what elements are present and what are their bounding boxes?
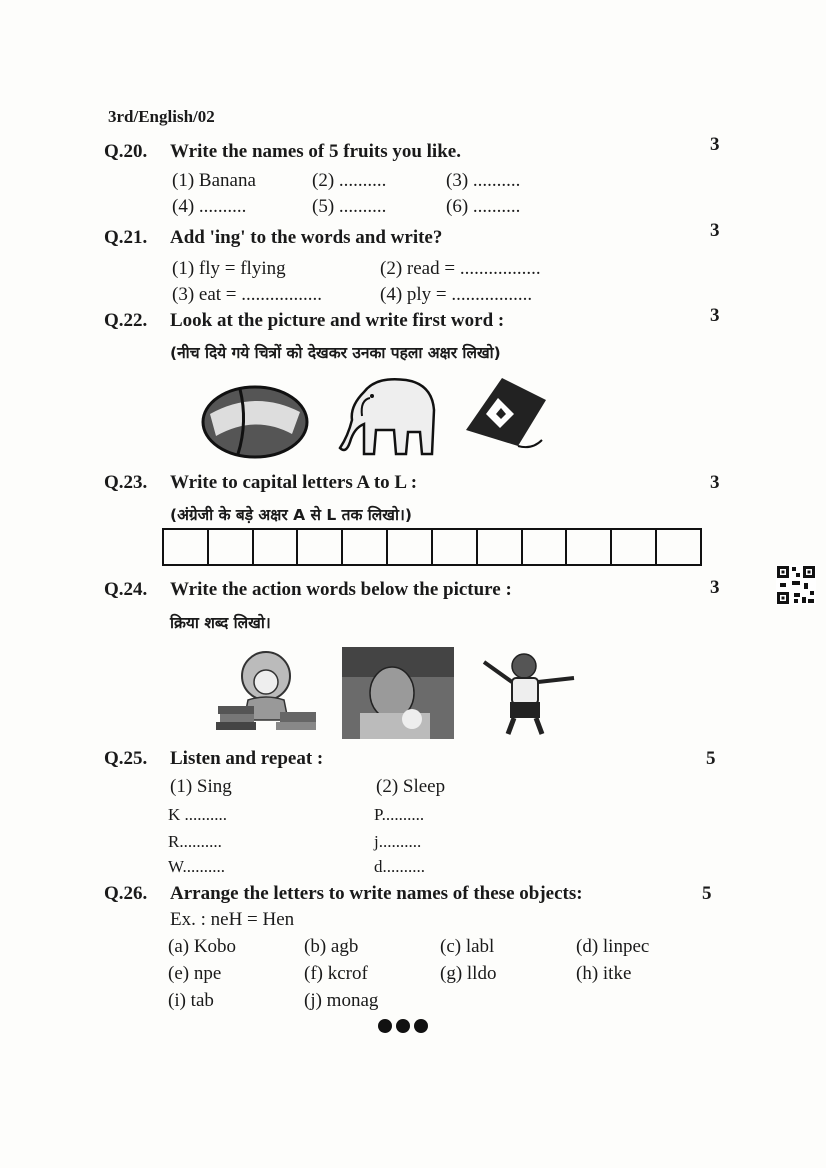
- ball-icon: [200, 384, 310, 460]
- dot-icon: [396, 1019, 410, 1033]
- question-text: Write to capital letters A to L :: [170, 472, 418, 493]
- kite-icon: [462, 376, 550, 458]
- q25-right-4: d..........: [374, 857, 425, 876]
- q20-item-4: (4) ..........: [172, 196, 247, 217]
- q26-item-f: (f) kcrof: [304, 963, 368, 984]
- question-26: [104, 883, 583, 905]
- qr-code-icon: [776, 565, 816, 605]
- q21-item-2: (2) read = .................: [380, 258, 541, 279]
- question-21: [104, 227, 442, 249]
- paper-code: 3rd/English/02: [108, 107, 215, 126]
- answer-box[interactable]: [388, 530, 433, 564]
- q26-example: Ex. : neH = Hen: [170, 909, 295, 930]
- q26-item-b: (b) agb: [304, 936, 359, 957]
- q20-item-3: (3) ..........: [446, 170, 521, 191]
- marks-q20: 3: [710, 134, 720, 155]
- marks-q26: 5: [702, 883, 712, 904]
- q26-item-c: (c) labl: [440, 936, 495, 957]
- question-22: [104, 310, 504, 332]
- q25-left-1: (1) Sing: [170, 776, 232, 797]
- q25-left-3: R..........: [168, 832, 222, 851]
- eating-child-icon: [342, 647, 454, 739]
- q21-item-1: (1) fly = flying: [172, 258, 286, 279]
- q25-right-1: (2) Sleep: [376, 776, 446, 797]
- question-20: [104, 141, 461, 163]
- marks-q25: 5: [706, 748, 716, 769]
- q26-item-h: (h) itke: [576, 963, 632, 984]
- q23-hindi: (अंग्रेजी के बड़े अक्षर A से L तक लिखो।): [170, 506, 412, 524]
- question-number: Q.24.: [104, 579, 148, 600]
- answer-box[interactable]: [164, 530, 209, 564]
- question-text: Look at the picture and write first word :: [170, 310, 505, 331]
- question-text: Write the action words below the picture :: [170, 579, 512, 600]
- answer-box[interactable]: [612, 530, 657, 564]
- question-number: Q.22.: [104, 310, 148, 331]
- q26-item-g: (g) lldo: [440, 963, 497, 984]
- q22-hindi: (नीच दिये गये चित्रों को देखकर उनका पहला अक्षर लिखो): [170, 344, 501, 362]
- answer-box[interactable]: [567, 530, 612, 564]
- answer-box[interactable]: [298, 530, 343, 564]
- question-23: [104, 472, 417, 494]
- question-24: [104, 579, 512, 601]
- q20-item-1: (1) Banana: [172, 170, 256, 191]
- dot-icon: [378, 1019, 392, 1033]
- reading-child-icon: [214, 648, 320, 738]
- elephant-icon: [336, 370, 440, 460]
- answer-box[interactable]: [478, 530, 523, 564]
- question-text: Write the names of 5 fruits you like.: [170, 141, 461, 162]
- q25-left-4: W..........: [168, 857, 225, 876]
- answer-box[interactable]: [254, 530, 299, 564]
- q25-right-3: j..........: [374, 832, 422, 851]
- answer-box[interactable]: [343, 530, 388, 564]
- q25-left-2: K ..........: [168, 805, 228, 824]
- q26-item-i: (i) tab: [168, 990, 214, 1011]
- question-number: Q.23.: [104, 472, 148, 493]
- question-text: Listen and repeat :: [170, 748, 324, 769]
- answer-box[interactable]: [433, 530, 478, 564]
- q24-hindi: क्रिया शब्द लिखो।: [170, 614, 271, 632]
- dancing-child-icon: [478, 652, 578, 736]
- question-number: Q.20.: [104, 141, 148, 162]
- question-number: Q.26.: [104, 883, 148, 904]
- question-text: Add 'ing' to the words and write?: [170, 227, 443, 248]
- marks-q21: 3: [710, 220, 720, 241]
- marks-q22: 3: [710, 305, 720, 326]
- q21-item-3: (3) eat = .................: [172, 284, 323, 305]
- question-text: Arrange the letters to write names of these objects:: [170, 883, 583, 904]
- q26-item-j: (j) monag: [304, 990, 379, 1011]
- question-25: [104, 748, 323, 770]
- question-number: Q.25.: [104, 748, 148, 769]
- marks-q24: 3: [710, 577, 720, 598]
- answer-box[interactable]: [523, 530, 568, 564]
- marks-q23: 3: [710, 472, 720, 493]
- q26-item-d: (d) linpec: [576, 936, 650, 957]
- end-of-paper-dots: [378, 1019, 428, 1033]
- q25-right-2: P..........: [374, 805, 425, 824]
- answer-box[interactable]: [209, 530, 254, 564]
- answer-boxes[interactable]: [162, 528, 702, 566]
- q26-item-a: (a) Kobo: [168, 936, 237, 957]
- q20-item-2: (2) ..........: [312, 170, 387, 191]
- q21-item-4: (4) ply = .................: [380, 284, 533, 305]
- q20-item-5: (5) ..........: [312, 196, 387, 217]
- dot-icon: [414, 1019, 428, 1033]
- answer-box[interactable]: [657, 530, 700, 564]
- q26-item-e: (e) npe: [168, 963, 222, 984]
- question-number: Q.21.: [104, 227, 148, 248]
- q20-item-6: (6) ..........: [446, 196, 521, 217]
